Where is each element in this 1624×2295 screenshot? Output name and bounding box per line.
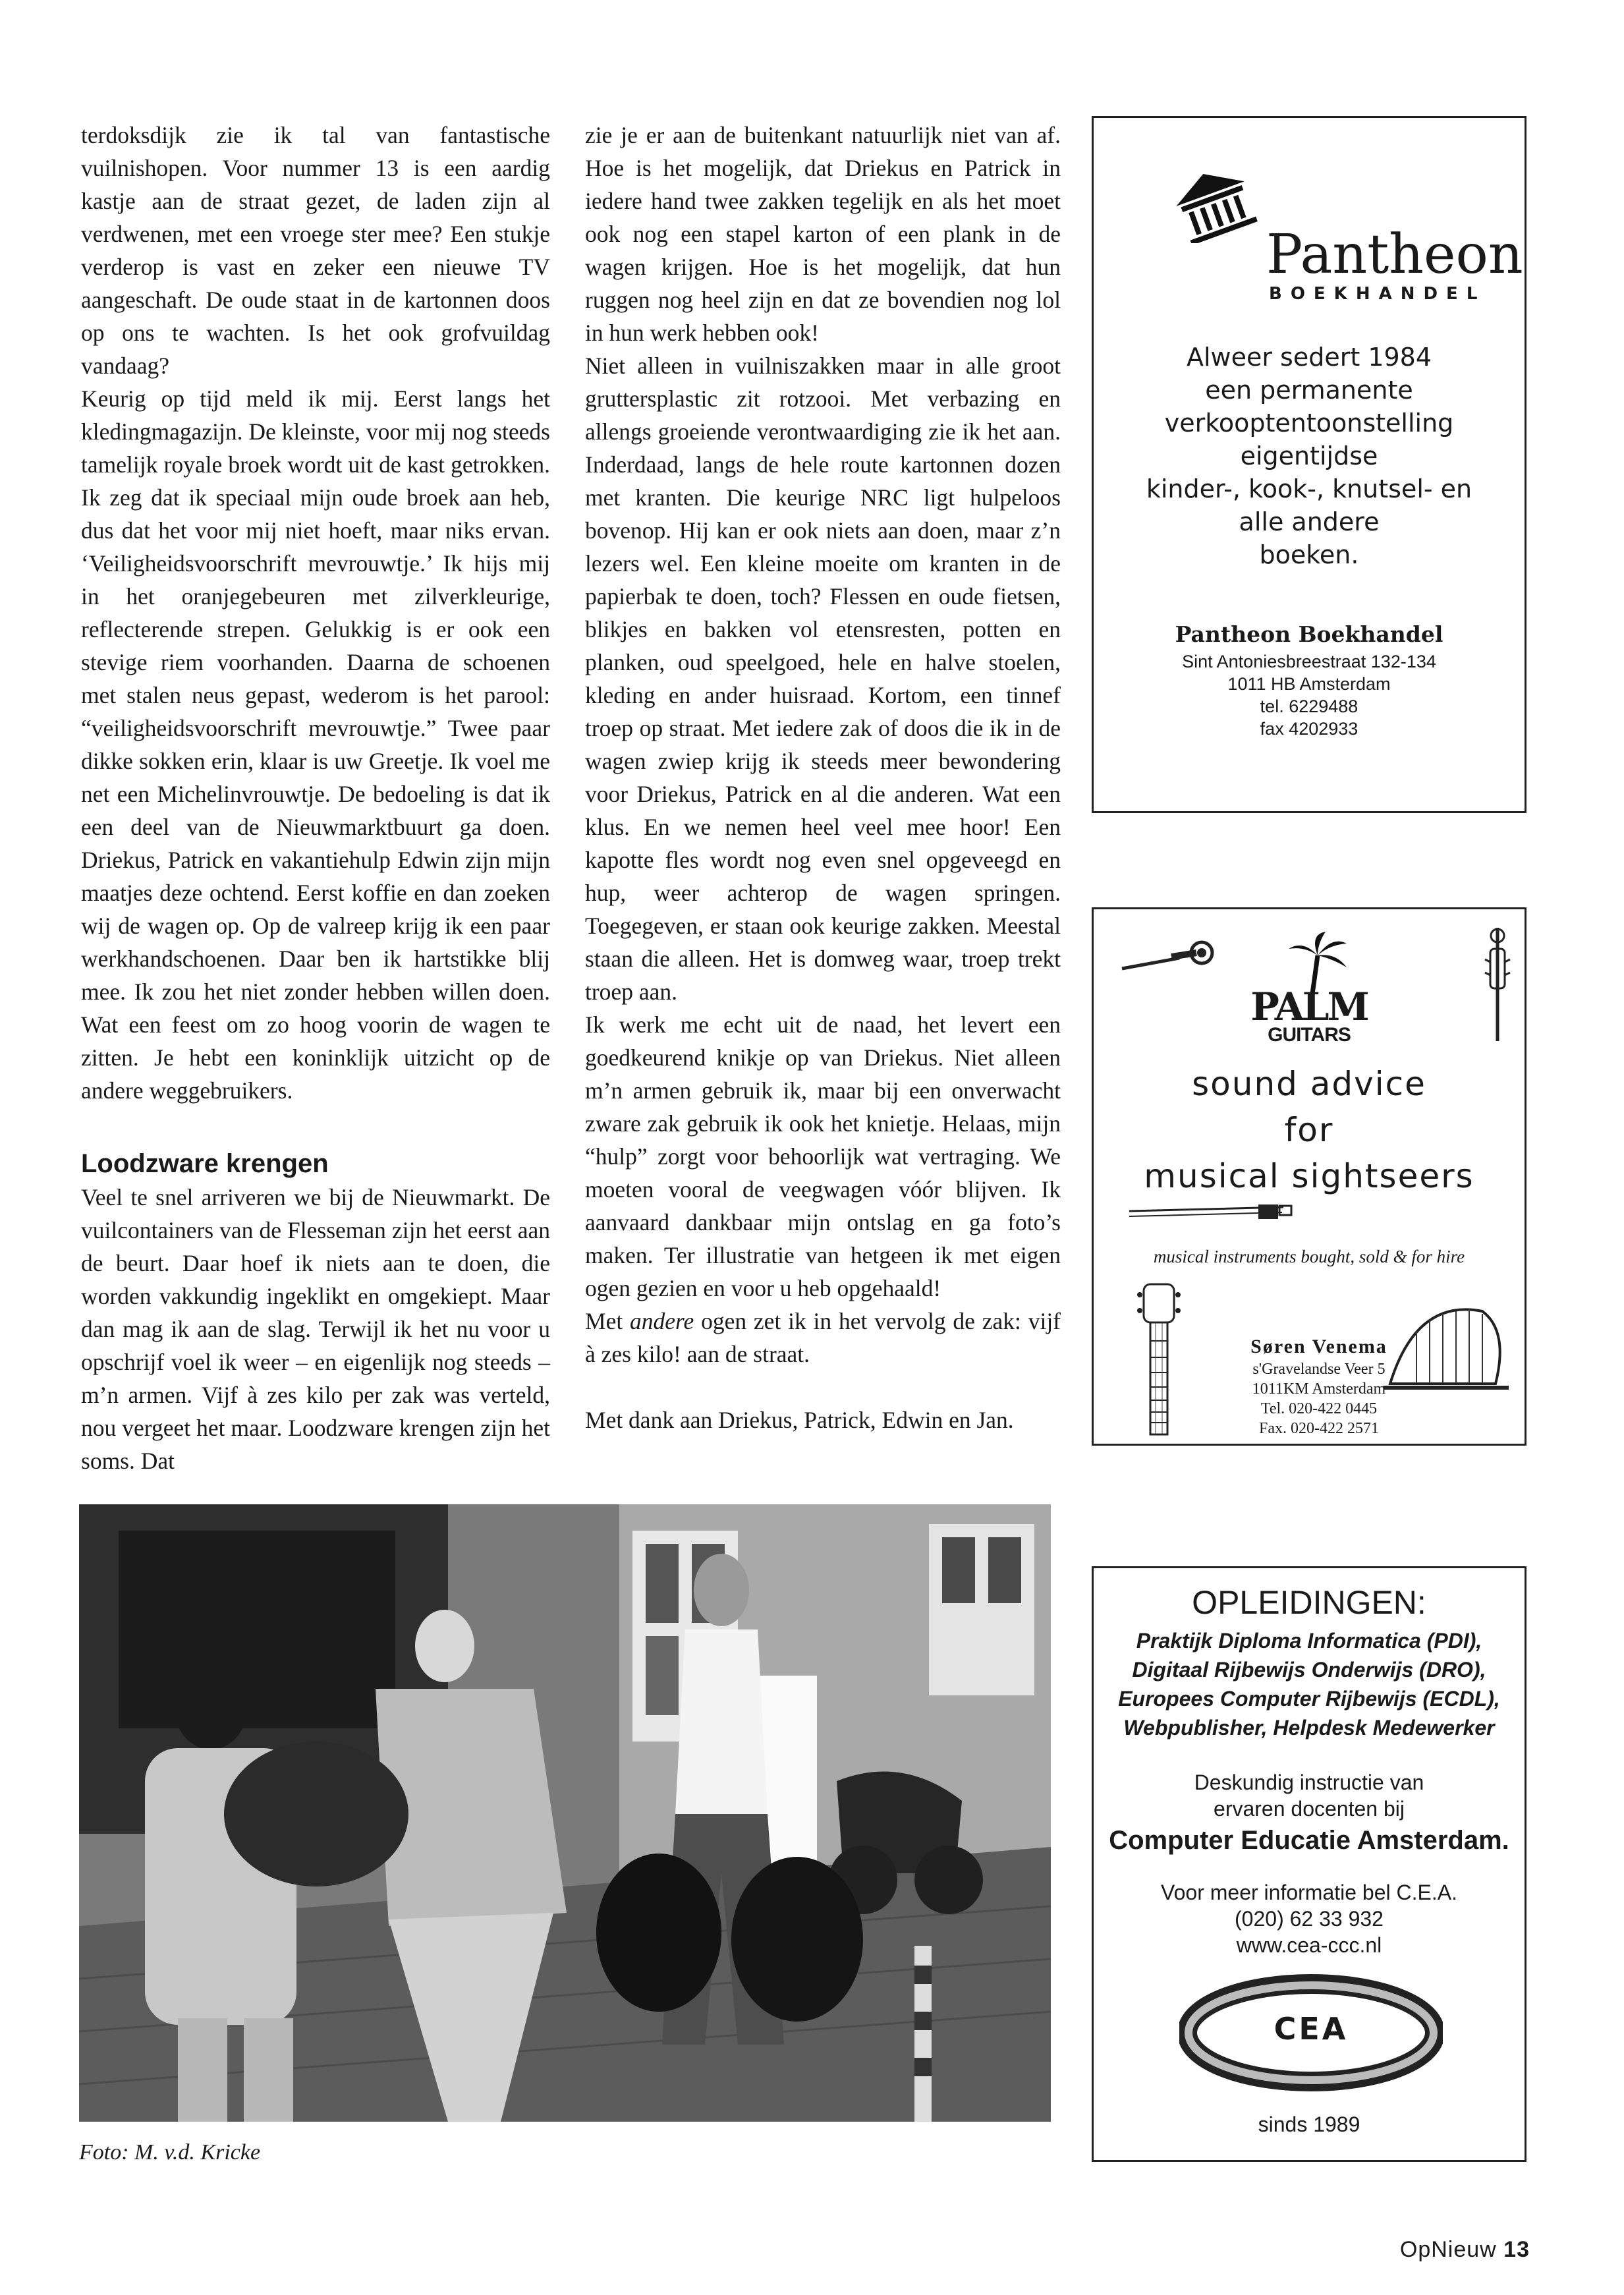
course-item: Praktijk Diploma Informatica (PDI), bbox=[1136, 1629, 1482, 1653]
ad-line: Voor meer informatie bel C.E.A. bbox=[1161, 1881, 1457, 1904]
shop-address: Sint Antoniesbreestraat 132-134 bbox=[1182, 652, 1436, 671]
cea-title: OPLEIDINGEN: bbox=[1192, 1584, 1426, 1621]
palm-logo bbox=[1094, 984, 1525, 1046]
slogan-line: sound advice bbox=[1192, 1065, 1426, 1103]
paragraph: Keurig op tijd meld ik mij. Eerst langs het kledingmagazijn. De kleinste, voor mij nog steeds tamelijk royale broek wordt uit de kast getrokken. Ik zeg dat ik speciaal mijn oude broek aan heb, dus dat het voor mij niet hoeft, maar niks ervan. ‘Veiligheidsvoorschrift mevrouwtje.’ Ik hijs mij in het oranjegebeuren met zilverkleurige, reflecterende strepen. Gelukkig is er ook een stevige riem voorhanden. Daarna de schoenen met stalen neus gepast, wederom is het parool: “veiligheidsvoorschrift mevrouwtje.” Twee paar dikke sokken erin, klaar is uw Greetje. Ik voel me net een Michelinvrouwtje. De bedoeling is dat ik een deel van de Nieuwmarktbuurt ga doen. Driekus, Patrick en vakantiehulp Edwin zijn mijn maatjes deze ochtend. Eerst koffie en dan zoeken wij de wagen op. Op de valreep krijg ik een paar werkhandschoenen. Daar ben ik hartstikke blij mee. Ik zou het niet zonder hebben willen doen. Wat een feest om zo hoog voorin de wagen te zitten. Je hebt een koninklijk uitzicht op de andere weggebruikers. bbox=[81, 385, 550, 1104]
photo-illustration bbox=[79, 1504, 1051, 2122]
violin-bow-icon bbox=[1127, 1199, 1298, 1226]
cea-logo-text: CEA bbox=[1274, 2011, 1349, 2047]
company-website: www.cea-ccc.nl bbox=[1236, 1933, 1382, 1957]
ad-line: ervaren docenten bij bbox=[1214, 1797, 1405, 1821]
palm-tagline: musical instruments bought, sold & for hire bbox=[1153, 1247, 1465, 1266]
cea-courses bbox=[1094, 1626, 1525, 1742]
article-photo bbox=[79, 1504, 1051, 2122]
ad-line: verkooptentoonstelling bbox=[1164, 409, 1454, 438]
cea-instruction bbox=[1094, 1769, 1525, 1859]
text-run: ogen zet ik in het vervolg de zak: vijf à zes kilo! aan de straat. bbox=[585, 1308, 1061, 1367]
shop-fax: fax 4202933 bbox=[1260, 719, 1358, 739]
course-item: Digitaal Rijbewijs Onderwijs (DRO), bbox=[1132, 1658, 1486, 1682]
guitar-icon bbox=[1119, 1282, 1198, 1440]
page-footer bbox=[1400, 2237, 1530, 2263]
shop-city: 1011 HB Amsterdam bbox=[1227, 674, 1391, 694]
ad-line: Alweer sedert 1984 bbox=[1186, 343, 1432, 372]
page-number: 13 bbox=[1503, 2237, 1530, 2262]
paragraph: terdoksdijk zie ik tal van fantastische vuilnishopen. Voor nummer 13 is een aardig kastje aan de straat gezet, de laden zijn al verdwenen, met een vroege ster mee? Een stukje verderop is vast en zeker een nieuwe TV aangeschaft. De oude staat in de kartonnen doos op ons te wachten. Is het ook grofvuildag vandaag? bbox=[81, 122, 550, 379]
company-phone: (020) 62 33 932 bbox=[1235, 1907, 1384, 1931]
cea-since: sinds 1989 bbox=[1258, 2112, 1360, 2136]
photo-caption: Foto: M. v.d. Kricke bbox=[79, 2140, 261, 2165]
paragraph: zie je er aan de buitenkant natuurlijk niet van af. Hoe is het mogelijk, dat Driekus en Patrick in iedere hand twee zakken tegelijk en als het moet ook nog een stapel karton of een plank in de wagen krijgen. Hoe is het mogelijk, dat hun ruggen nog heel zijn en dat ze bovendien nog lol in hun werk hebben ook! bbox=[585, 122, 1061, 346]
pantheon-subtitle: BOEKHANDEL bbox=[1269, 284, 1486, 304]
course-item: Webpublisher, Helpdesk Medewerker bbox=[1123, 1716, 1495, 1740]
cea-contact bbox=[1094, 1879, 1525, 1958]
pantheon-logo-icon bbox=[1165, 165, 1264, 243]
course-item: Europees Computer Rijbewijs (ECDL), bbox=[1118, 1687, 1500, 1711]
shop-city: 1011KM Amsterdam bbox=[1252, 1380, 1386, 1398]
violin-neck-icon bbox=[1481, 922, 1514, 1048]
acknowledgement: Met dank aan Driekus, Patrick, Edwin en Jan. bbox=[585, 1407, 1014, 1433]
palm-slogan bbox=[1094, 1061, 1525, 1199]
pantheon-contact bbox=[1094, 619, 1525, 740]
palm-contact bbox=[1240, 1334, 1398, 1438]
magazine-name: OpNieuw bbox=[1399, 2237, 1497, 2262]
shop-phone: Tel. 020-422 0445 bbox=[1260, 1400, 1378, 1417]
pantheon-brand: Pantheon bbox=[1266, 223, 1523, 286]
ad-line: alle andere bbox=[1239, 507, 1380, 536]
company-name: Computer Educatie Amsterdam. bbox=[1109, 1826, 1509, 1855]
section-heading: Loodzware krengen bbox=[81, 1149, 329, 1178]
emphasis: andere bbox=[630, 1308, 694, 1334]
paragraph: Veel te snel arriveren we bij de Nieuwmarkt. De vuilcontainers van de Flesseman zijn het eerst aan de beurt. Daar hoef ik niets aan te doen, die worden vakkundig ingeklikt en omgekiept. Maar dan mag ik aan de slag. Terwijl ik het nu voor u opschrijf voel ik weer – en eigenlijk nog steeds – m’n armen. Vijf à zes kilo per zak was verteld, nou vergeet het maar. Loodzware krengen zijn het soms. Dat bbox=[81, 1184, 550, 1474]
slogan-line: for bbox=[1284, 1111, 1334, 1149]
paragraph bbox=[585, 1305, 1061, 1371]
pantheon-description bbox=[1094, 341, 1525, 571]
article-column-right bbox=[585, 119, 1061, 1436]
paragraph: Ik werk me echt uit de naad, het levert een goedkeurend knikje op van Driekus. Niet alleen m’n armen gebruik ik, maar bij een onverwacht zware zak gebruik ik ook het knietje. Helaas, mijn “hulp” zorgt voor behoorlijk wat vertraging. We moeten vooral de veegwagen vóór blijven. Ik aanvaard dankbaar mijn ontslag en ga foto’s maken. Ter illustratie van hetgeen ik met eigen ogen gezien en voor u heb opgehaald! bbox=[585, 1011, 1061, 1301]
ad-line: Deskundig instructie van bbox=[1194, 1771, 1424, 1794]
owner-name: Søren Venema bbox=[1250, 1336, 1387, 1357]
ad-line: een permanente bbox=[1205, 376, 1413, 405]
paragraph: Niet alleen in vuilniszakken maar in alle groot gruttersplastic zit rotzooi. Met verbazing en allengs groeiende verontwaardiging zie ik het aan. Inderdaad, langs de hele route kartonnen dozen met kranten. Die keurige NRC ligt hulpeloos bovenop. Hij kan er ook niets aan doen, maar z’n lezers wel. Een kleine moeite om kranten in de papierbak te doen, toch? Flessen en oude fietsen, blikjes en bakken vol etensresten, potten en planken, oud speelgoed, hele en halve stoelen, kleding en ander huisraad. Kortom, een tinnef troep op straat. Met iedere zak of doos die ik in de wagen zwiep krijg ik steeds meer bewondering voor Driekus, Patrick en al die anderen. Wat een klus. En we nemen heel veel mee hoor! Een kapotte fles wordt nog even snel opgeveegd en hup, weer achterop de wagen springen. Toegegeven, er staan ook keurige zakken. Meestal staan die alleen. Het is domweg waar, troep trekt troep aan. bbox=[585, 353, 1061, 1005]
ad-line: kinder-, kook-, knutsel- en bbox=[1146, 474, 1472, 503]
palm-logo-text: PALM bbox=[1250, 984, 1368, 1029]
shop-address: s'Gravelandse Veer 5 bbox=[1252, 1361, 1386, 1378]
shop-name: Pantheon Boekhandel bbox=[1175, 621, 1443, 647]
shop-phone: tel. 6229488 bbox=[1260, 696, 1358, 716]
ad-line: eigentijdse bbox=[1240, 441, 1378, 470]
violin-scroll-icon bbox=[1119, 930, 1218, 983]
pantheon-advertisement bbox=[1092, 116, 1526, 813]
ad-line: boeken. bbox=[1259, 540, 1359, 569]
article-column-left bbox=[81, 119, 550, 1477]
cea-advertisement bbox=[1092, 1566, 1526, 2162]
guitars-logo-text: GUITARS bbox=[1268, 1024, 1351, 1046]
slogan-line: musical sightseers bbox=[1144, 1157, 1474, 1195]
shop-fax: Fax. 020-422 2571 bbox=[1259, 1420, 1379, 1437]
text-run: Met bbox=[585, 1308, 630, 1334]
palm-guitars-advertisement bbox=[1092, 907, 1526, 1446]
